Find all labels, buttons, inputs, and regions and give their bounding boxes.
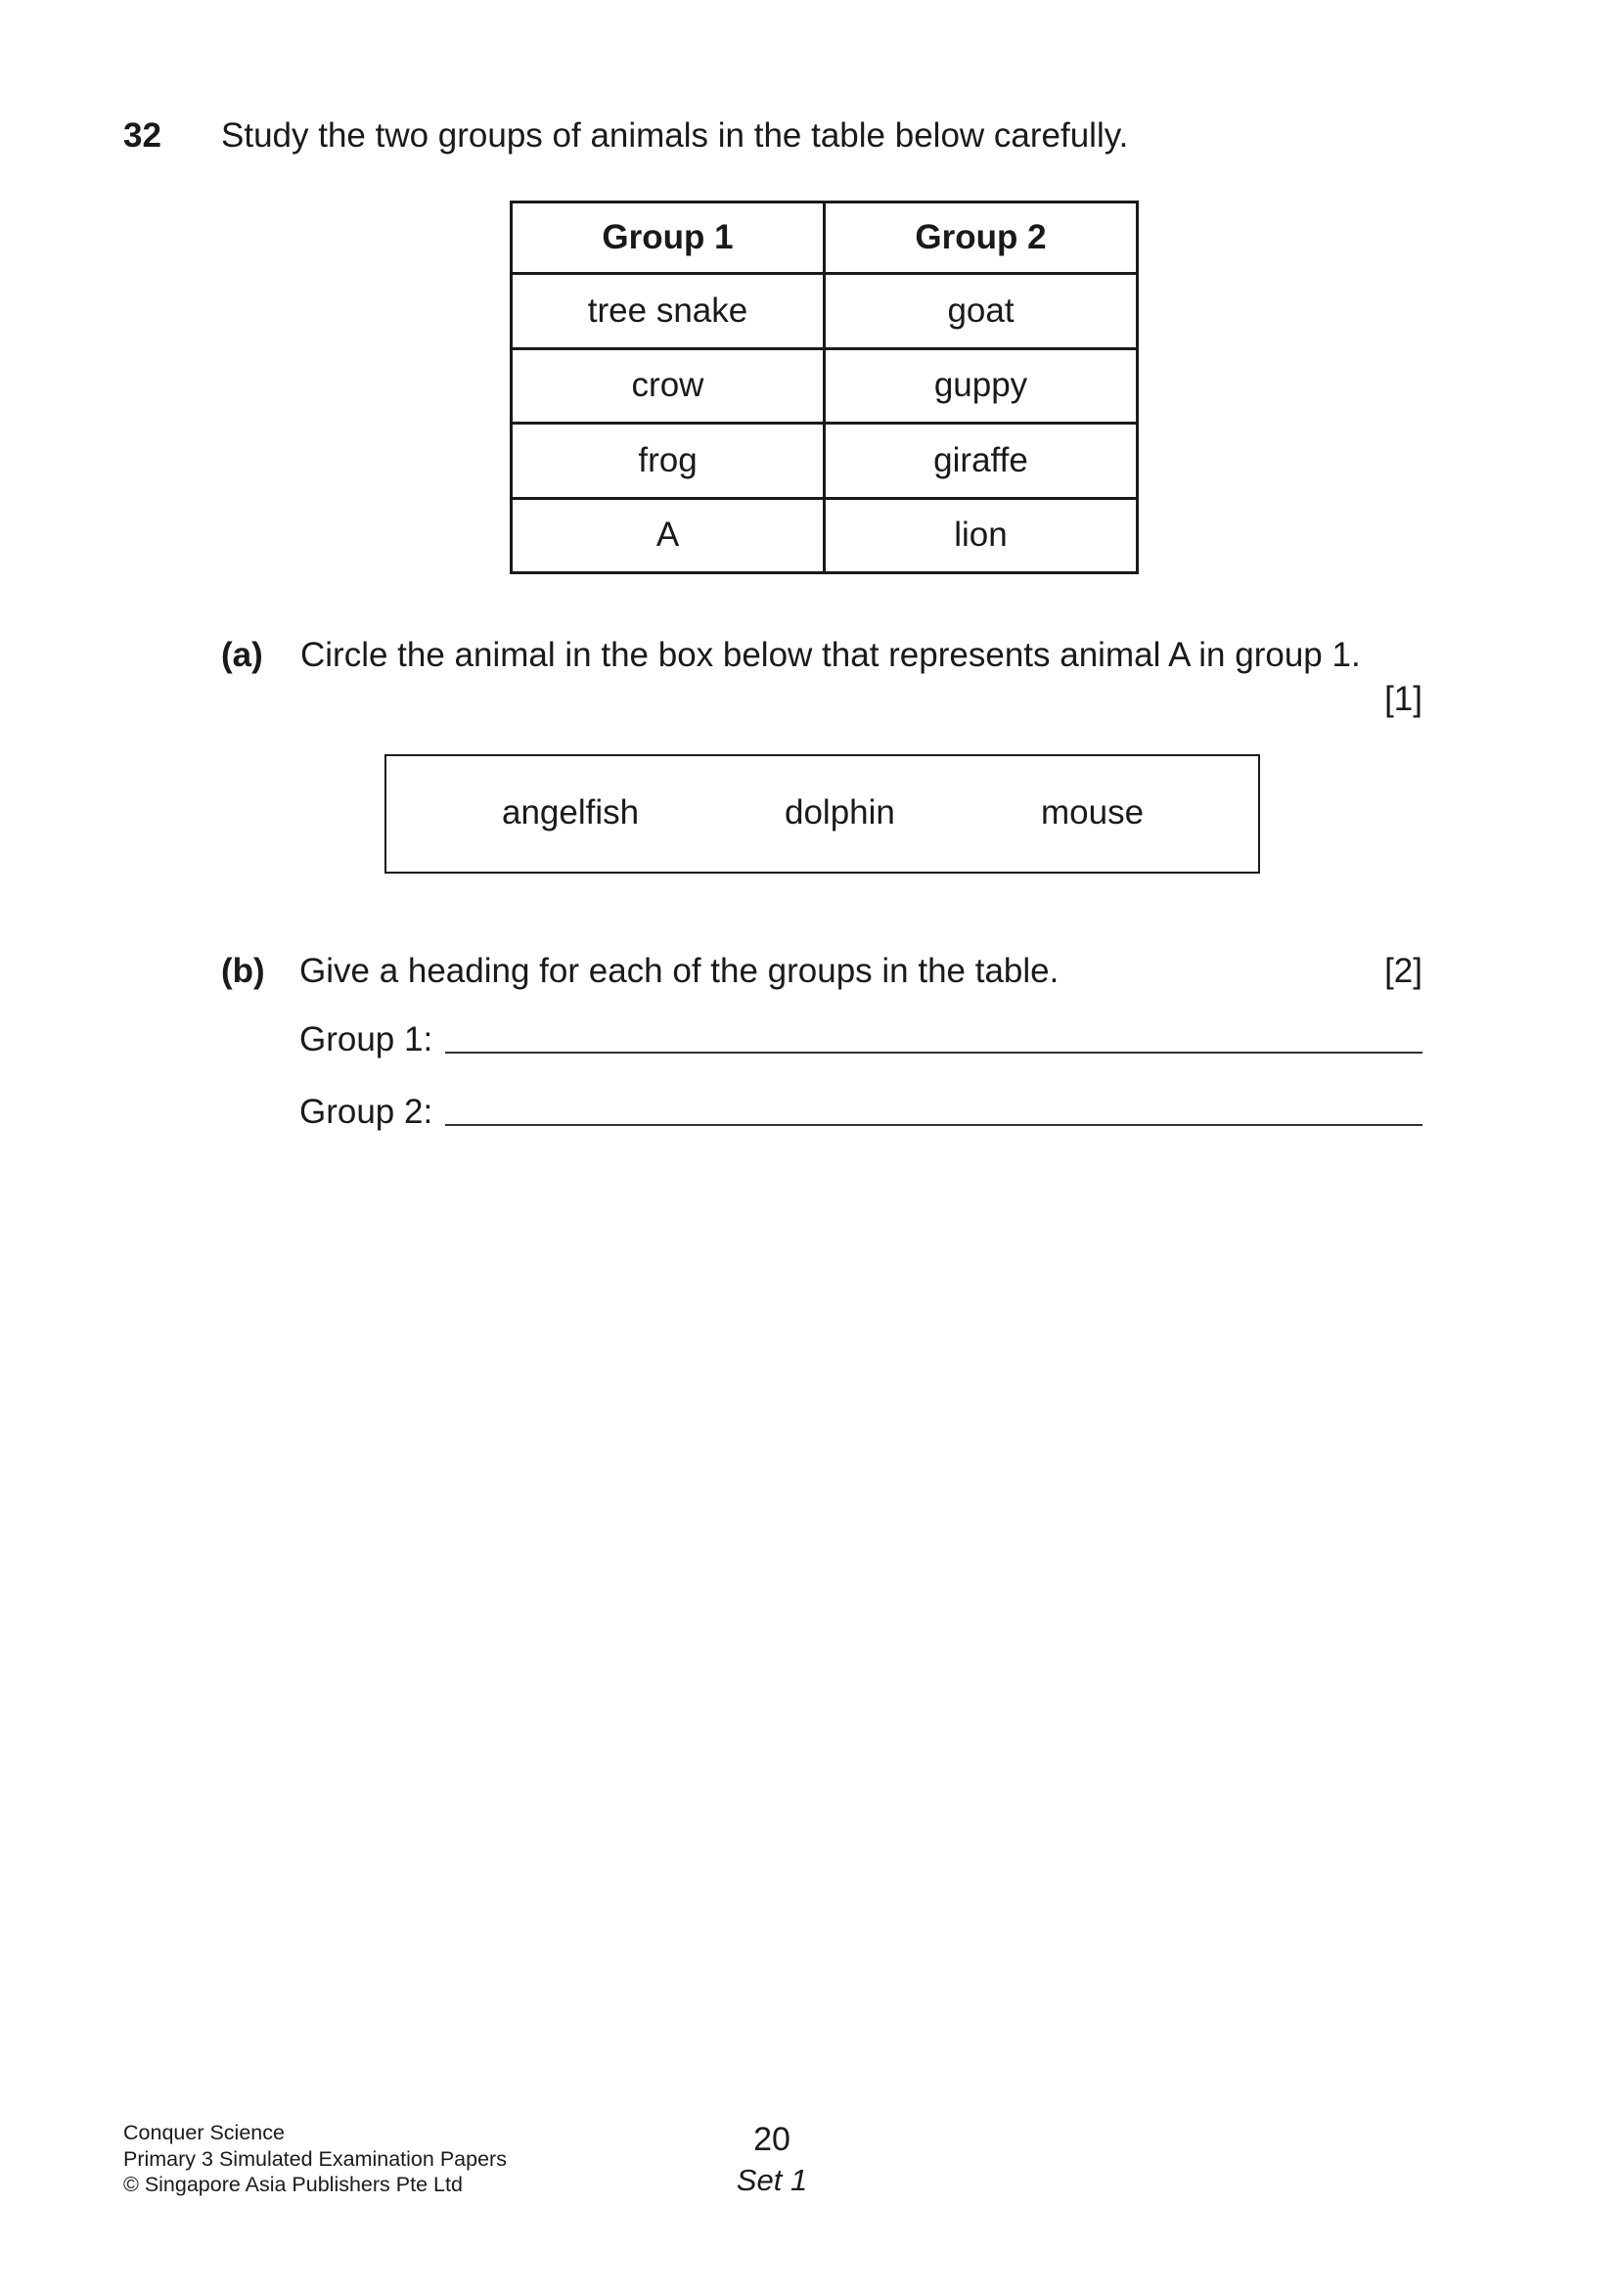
table-header-group-1: Group 1 <box>512 202 825 274</box>
table-row <box>512 498 1138 573</box>
table-cell: tree snake <box>512 274 825 349</box>
choice-mouse[interactable]: mouse <box>1041 793 1145 832</box>
group-2-answer-label: Group 2: <box>299 1093 433 1131</box>
animal-groups-table <box>510 201 1139 574</box>
table-cell: frog <box>512 424 825 499</box>
table-cell: giraffe <box>825 424 1138 499</box>
question-number: 32 <box>123 116 161 155</box>
choice-angelfish[interactable]: angelfish <box>502 793 640 832</box>
part-b-marks: [2] <box>1384 952 1422 990</box>
table-cell: A <box>512 498 825 573</box>
group-2-answer-line[interactable] <box>445 1124 1422 1126</box>
footer-copyright: © Singapore Asia Publishers Pte Ltd <box>123 2173 463 2196</box>
footer-book-subtitle: Primary 3 Simulated Examination Papers <box>123 2146 507 2171</box>
footer-publication-info <box>123 2120 507 2198</box>
table-row <box>512 424 1138 499</box>
table-cell: goat <box>825 274 1138 349</box>
table-row <box>512 274 1138 349</box>
table-row <box>512 348 1138 424</box>
animal-choice-box <box>384 754 1260 874</box>
table-cell: crow <box>512 348 825 424</box>
part-a-label: (a) <box>221 636 263 674</box>
table-header-group-2: Group 2 <box>825 202 1138 274</box>
set-label: Set 1 <box>736 2163 808 2197</box>
part-b-question: Give a heading for each of the groups in the table. <box>299 952 1060 990</box>
table-header-row <box>512 202 1138 274</box>
part-b-label: (b) <box>221 952 265 990</box>
page-number: 20 <box>753 2121 790 2158</box>
footer-book-title: Conquer Science <box>123 2121 285 2144</box>
part-a-marks: [1] <box>1384 680 1422 718</box>
group-1-answer-label: Group 1: <box>299 1020 433 1058</box>
part-a-question: Circle the animal in the box below that represents animal A in group 1. <box>300 636 1361 674</box>
choice-dolphin[interactable]: dolphin <box>785 793 895 832</box>
table-cell: guppy <box>825 348 1138 424</box>
table-cell: lion <box>825 498 1138 573</box>
question-stem: Study the two groups of animals in the table below carefully. <box>221 116 1129 155</box>
group-1-answer-line[interactable] <box>445 1052 1422 1054</box>
